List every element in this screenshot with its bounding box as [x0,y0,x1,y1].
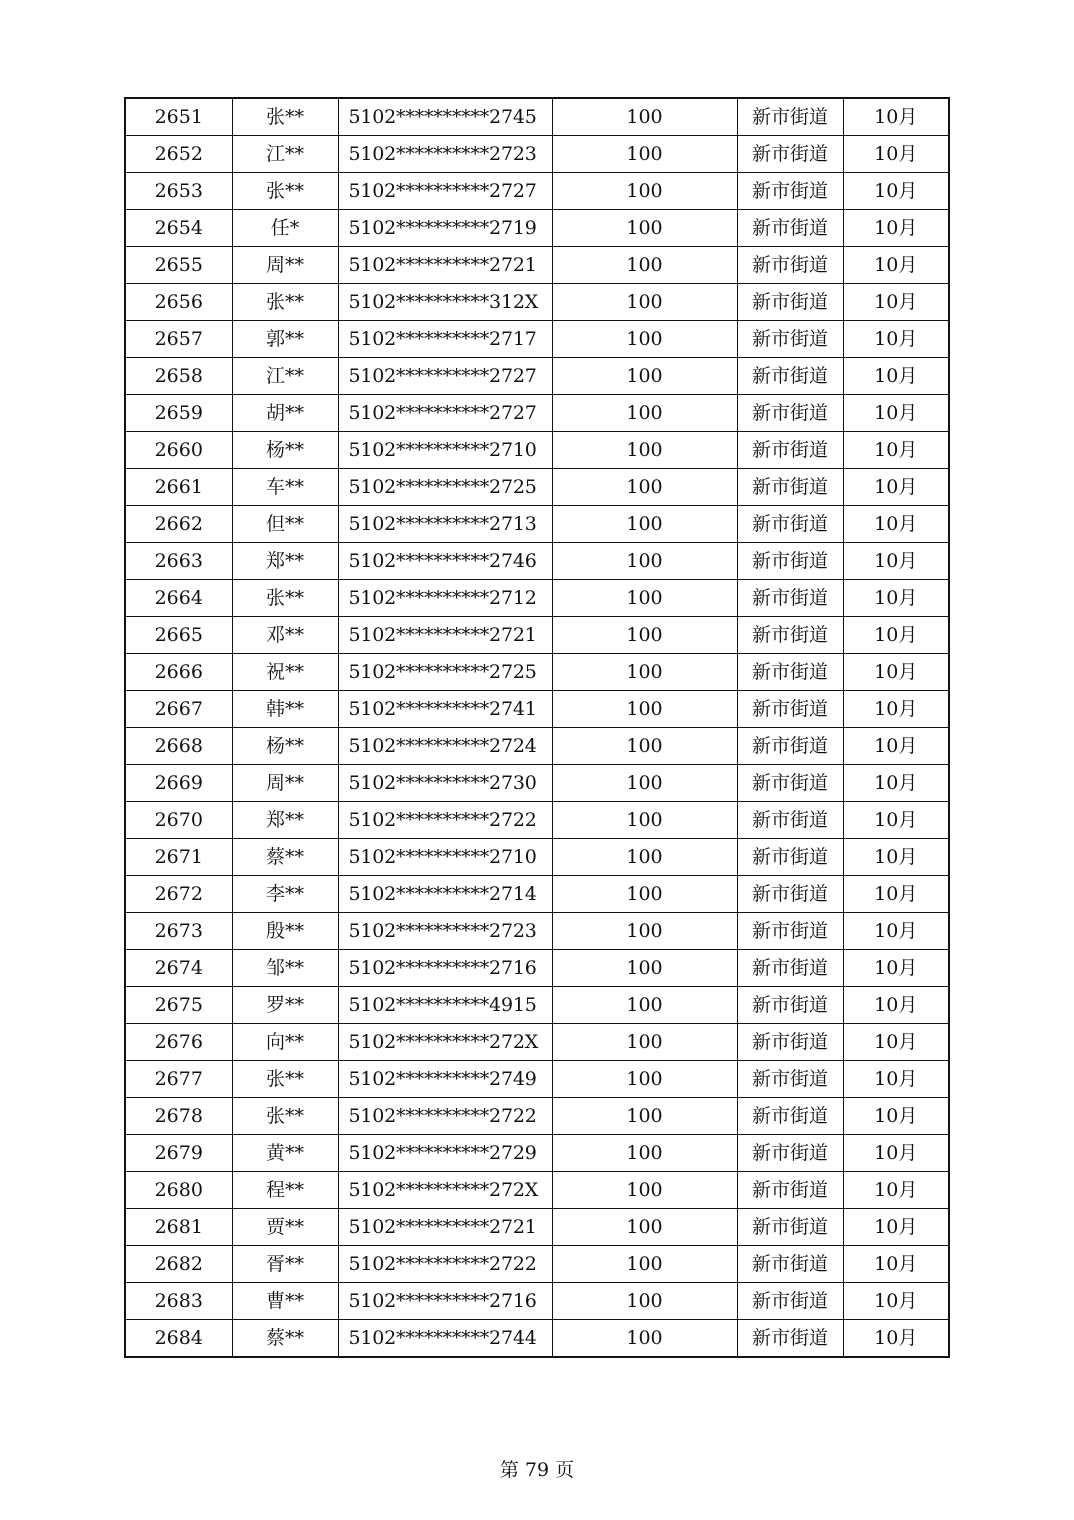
street-cell: 新市街道 [737,469,843,506]
table-row [125,1061,949,1098]
page-number: 第 79 页 [499,1459,575,1481]
serial-number-cell: 2682 [125,1246,232,1283]
id-number-cell: 5102**********2729 [338,1135,552,1172]
amount-cell: 100 [552,136,737,173]
serial-number-cell: 2677 [125,1061,232,1098]
table-row [125,136,949,173]
table-row [125,839,949,876]
serial-number-cell: 2653 [125,173,232,210]
month-cell: 10月 [843,1320,949,1358]
id-number-cell: 5102**********2722 [338,1246,552,1283]
month-cell: 10月 [843,1061,949,1098]
month-cell: 10月 [843,395,949,432]
name-cell: 周** [232,765,338,802]
serial-number-cell: 2658 [125,358,232,395]
amount-cell: 100 [552,876,737,913]
month-cell: 10月 [843,876,949,913]
serial-number-cell: 2665 [125,617,232,654]
street-cell: 新市街道 [737,358,843,395]
serial-number-cell: 2659 [125,395,232,432]
serial-number-cell: 2678 [125,1098,232,1135]
amount-cell: 100 [552,284,737,321]
month-cell: 10月 [843,1246,949,1283]
street-cell: 新市街道 [737,1061,843,1098]
table-row [125,284,949,321]
id-number-cell: 5102**********2727 [338,395,552,432]
serial-number-cell: 2676 [125,1024,232,1061]
month-cell: 10月 [843,98,949,136]
name-cell: 蔡** [232,839,338,876]
serial-number-cell: 2671 [125,839,232,876]
serial-number-cell: 2673 [125,913,232,950]
month-cell: 10月 [843,1283,949,1320]
serial-number-cell: 2680 [125,1172,232,1209]
amount-cell: 100 [552,1283,737,1320]
month-cell: 10月 [843,506,949,543]
amount-cell: 100 [552,1024,737,1061]
street-cell: 新市街道 [737,839,843,876]
amount-cell: 100 [552,1135,737,1172]
amount-cell: 100 [552,469,737,506]
serial-number-cell: 2670 [125,802,232,839]
amount-cell: 100 [552,1172,737,1209]
amount-cell: 100 [552,506,737,543]
amount-cell: 100 [552,98,737,136]
id-number-cell: 5102**********2710 [338,432,552,469]
street-cell: 新市街道 [737,1024,843,1061]
serial-number-cell: 2669 [125,765,232,802]
table-row [125,765,949,802]
amount-cell: 100 [552,1061,737,1098]
street-cell: 新市街道 [737,98,843,136]
month-cell: 10月 [843,617,949,654]
street-cell: 新市街道 [737,1209,843,1246]
serial-number-cell: 2654 [125,210,232,247]
month-cell: 10月 [843,913,949,950]
table-row [125,654,949,691]
name-cell: 张** [232,284,338,321]
serial-number-cell: 2664 [125,580,232,617]
street-cell: 新市街道 [737,395,843,432]
month-cell: 10月 [843,1098,949,1135]
month-cell: 10月 [843,839,949,876]
roster-table-body [125,98,949,1357]
table-row [125,321,949,358]
street-cell: 新市街道 [737,987,843,1024]
street-cell: 新市街道 [737,173,843,210]
serial-number-cell: 2667 [125,691,232,728]
amount-cell: 100 [552,210,737,247]
month-cell: 10月 [843,691,949,728]
serial-number-cell: 2684 [125,1320,232,1358]
id-number-cell: 5102**********2745 [338,98,552,136]
amount-cell: 100 [552,543,737,580]
month-cell: 10月 [843,469,949,506]
name-cell: 贾** [232,1209,338,1246]
serial-number-cell: 2662 [125,506,232,543]
table-row [125,173,949,210]
table-row [125,247,949,284]
amount-cell: 100 [552,950,737,987]
table-row [125,802,949,839]
street-cell: 新市街道 [737,284,843,321]
name-cell: 但** [232,506,338,543]
name-cell: 张** [232,1061,338,1098]
amount-cell: 100 [552,765,737,802]
serial-number-cell: 2660 [125,432,232,469]
name-cell: 周** [232,247,338,284]
street-cell: 新市街道 [737,1172,843,1209]
name-cell: 车** [232,469,338,506]
id-number-cell: 5102**********2713 [338,506,552,543]
month-cell: 10月 [843,210,949,247]
street-cell: 新市街道 [737,913,843,950]
street-cell: 新市街道 [737,1135,843,1172]
id-number-cell: 5102**********2714 [338,876,552,913]
name-cell: 张** [232,98,338,136]
table-row [125,1209,949,1246]
month-cell: 10月 [843,136,949,173]
id-number-cell: 5102**********2723 [338,913,552,950]
id-number-cell: 5102**********2725 [338,469,552,506]
table-row [125,506,949,543]
id-number-cell: 5102**********2721 [338,247,552,284]
id-number-cell: 5102**********2717 [338,321,552,358]
month-cell: 10月 [843,432,949,469]
name-cell: 胡** [232,395,338,432]
street-cell: 新市街道 [737,1098,843,1135]
serial-number-cell: 2683 [125,1283,232,1320]
id-number-cell: 5102**********2712 [338,580,552,617]
id-number-cell: 5102**********2746 [338,543,552,580]
amount-cell: 100 [552,617,737,654]
name-cell: 胥** [232,1246,338,1283]
table-row [125,1098,949,1135]
month-cell: 10月 [843,1172,949,1209]
id-number-cell: 5102**********2741 [338,691,552,728]
street-cell: 新市街道 [737,136,843,173]
month-cell: 10月 [843,1024,949,1061]
table-row [125,432,949,469]
month-cell: 10月 [843,321,949,358]
serial-number-cell: 2656 [125,284,232,321]
table-row [125,469,949,506]
month-cell: 10月 [843,247,949,284]
id-number-cell: 5102**********2723 [338,136,552,173]
table-row [125,580,949,617]
serial-number-cell: 2674 [125,950,232,987]
name-cell: 祝** [232,654,338,691]
table-row [125,1320,949,1358]
street-cell: 新市街道 [737,654,843,691]
id-number-cell: 5102**********2719 [338,210,552,247]
table-row [125,98,949,136]
street-cell: 新市街道 [737,1283,843,1320]
id-number-cell: 5102**********2725 [338,654,552,691]
table-row [125,950,949,987]
amount-cell: 100 [552,728,737,765]
serial-number-cell: 2668 [125,728,232,765]
month-cell: 10月 [843,580,949,617]
amount-cell: 100 [552,247,737,284]
name-cell: 邹** [232,950,338,987]
serial-number-cell: 2675 [125,987,232,1024]
street-cell: 新市街道 [737,765,843,802]
id-number-cell: 5102**********272X [338,1172,552,1209]
month-cell: 10月 [843,173,949,210]
id-number-cell: 5102**********312X [338,284,552,321]
id-number-cell: 5102**********272X [338,1024,552,1061]
id-number-cell: 5102**********2744 [338,1320,552,1358]
amount-cell: 100 [552,839,737,876]
table-row [125,876,949,913]
amount-cell: 100 [552,395,737,432]
serial-number-cell: 2679 [125,1135,232,1172]
name-cell: 江** [232,358,338,395]
street-cell: 新市街道 [737,617,843,654]
serial-number-cell: 2666 [125,654,232,691]
name-cell: 向** [232,1024,338,1061]
table-row [125,691,949,728]
table-row [125,1135,949,1172]
name-cell: 张** [232,173,338,210]
amount-cell: 100 [552,691,737,728]
id-number-cell: 5102**********2730 [338,765,552,802]
serial-number-cell: 2661 [125,469,232,506]
name-cell: 韩** [232,691,338,728]
table-row [125,728,949,765]
table-row [125,617,949,654]
amount-cell: 100 [552,321,737,358]
month-cell: 10月 [843,950,949,987]
month-cell: 10月 [843,358,949,395]
name-cell: 罗** [232,987,338,1024]
id-number-cell: 5102**********2727 [338,358,552,395]
month-cell: 10月 [843,802,949,839]
street-cell: 新市街道 [737,691,843,728]
amount-cell: 100 [552,1209,737,1246]
name-cell: 杨** [232,728,338,765]
roster-table [124,97,950,1358]
id-number-cell: 5102**********2716 [338,1283,552,1320]
name-cell: 张** [232,580,338,617]
amount-cell: 100 [552,654,737,691]
serial-number-cell: 2655 [125,247,232,284]
street-cell: 新市街道 [737,432,843,469]
name-cell: 殷** [232,913,338,950]
name-cell: 杨** [232,432,338,469]
table-row [125,1283,949,1320]
id-number-cell: 5102**********4915 [338,987,552,1024]
name-cell: 郭** [232,321,338,358]
id-number-cell: 5102**********2721 [338,617,552,654]
street-cell: 新市街道 [737,876,843,913]
street-cell: 新市街道 [737,321,843,358]
month-cell: 10月 [843,987,949,1024]
name-cell: 曹** [232,1283,338,1320]
month-cell: 10月 [843,1135,949,1172]
id-number-cell: 5102**********2749 [338,1061,552,1098]
table-row [125,987,949,1024]
name-cell: 邓** [232,617,338,654]
id-number-cell: 5102**********2716 [338,950,552,987]
name-cell: 郑** [232,543,338,580]
name-cell: 程** [232,1172,338,1209]
name-cell: 郑** [232,802,338,839]
street-cell: 新市街道 [737,210,843,247]
street-cell: 新市街道 [737,1246,843,1283]
serial-number-cell: 2657 [125,321,232,358]
amount-cell: 100 [552,1246,737,1283]
serial-number-cell: 2652 [125,136,232,173]
id-number-cell: 5102**********2721 [338,1209,552,1246]
street-cell: 新市街道 [737,728,843,765]
amount-cell: 100 [552,987,737,1024]
amount-cell: 100 [552,432,737,469]
amount-cell: 100 [552,1320,737,1358]
amount-cell: 100 [552,1098,737,1135]
amount-cell: 100 [552,913,737,950]
month-cell: 10月 [843,1209,949,1246]
street-cell: 新市街道 [737,247,843,284]
name-cell: 蔡** [232,1320,338,1358]
id-number-cell: 5102**********2722 [338,802,552,839]
name-cell: 黄** [232,1135,338,1172]
amount-cell: 100 [552,580,737,617]
table-row [125,1246,949,1283]
serial-number-cell: 2651 [125,98,232,136]
id-number-cell: 5102**********2727 [338,173,552,210]
month-cell: 10月 [843,765,949,802]
street-cell: 新市街道 [737,950,843,987]
street-cell: 新市街道 [737,1320,843,1358]
amount-cell: 100 [552,802,737,839]
street-cell: 新市街道 [737,580,843,617]
name-cell: 江** [232,136,338,173]
street-cell: 新市街道 [737,506,843,543]
table-row [125,1172,949,1209]
month-cell: 10月 [843,654,949,691]
month-cell: 10月 [843,284,949,321]
name-cell: 李** [232,876,338,913]
table-row [125,913,949,950]
table-row [125,1024,949,1061]
street-cell: 新市街道 [737,802,843,839]
name-cell: 任* [232,210,338,247]
amount-cell: 100 [552,173,737,210]
amount-cell: 100 [552,358,737,395]
table-row [125,210,949,247]
serial-number-cell: 2681 [125,1209,232,1246]
table-row [125,358,949,395]
street-cell: 新市街道 [737,543,843,580]
serial-number-cell: 2672 [125,876,232,913]
id-number-cell: 5102**********2724 [338,728,552,765]
month-cell: 10月 [843,543,949,580]
table-row [125,543,949,580]
month-cell: 10月 [843,728,949,765]
name-cell: 张** [232,1098,338,1135]
id-number-cell: 5102**********2722 [338,1098,552,1135]
serial-number-cell: 2663 [125,543,232,580]
id-number-cell: 5102**********2710 [338,839,552,876]
table-row [125,395,949,432]
